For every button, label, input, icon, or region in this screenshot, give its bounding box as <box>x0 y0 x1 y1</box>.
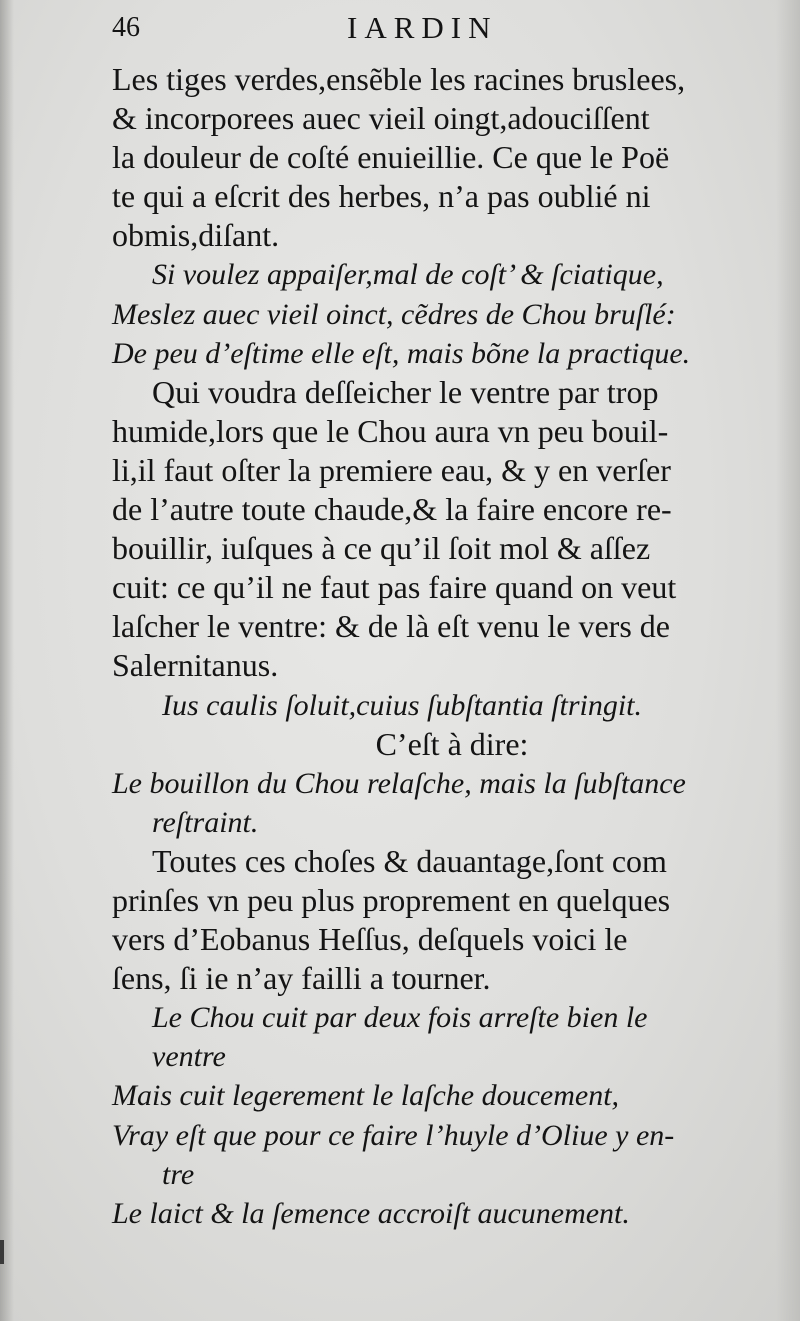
verse-line: reſtraint. <box>152 805 259 839</box>
verse-line: Mais cuit legerement le laſche doucement, <box>112 1079 620 1113</box>
paragraph-start-line: Toutes ces choſes & dauantage,ſont com <box>152 842 667 879</box>
text-line: de l’autre toute chaude,& la faire encore re- <box>112 491 672 528</box>
latin-verse-line: Ius caulis ſoluit,cuius ſubſtantia ſtringit. <box>162 688 643 722</box>
text-line: obmis,diſant. <box>112 217 280 254</box>
text-line: ſens, ſi ie n’ay failli a tourner. <box>112 960 491 997</box>
page-number: 46 <box>112 12 140 43</box>
binding-mark <box>0 1240 4 1264</box>
text-line: te qui a eſcrit des herbes, n’a pas oublié ni <box>112 178 651 215</box>
verse-line: Meslez auec vieil oinct, cẽdres de Chou bruſlé: <box>112 297 676 331</box>
text-line: Salernitanus. <box>112 647 279 684</box>
page-edge-shadow <box>776 0 800 1321</box>
text-line: cuit: ce qu’il ne faut pas faire quand on veut <box>112 569 677 606</box>
page-gutter-shadow <box>0 0 14 1321</box>
verse-line: Le bouillon du Chou relaſche, mais la ſubſtance <box>112 766 686 800</box>
verse-line: tre <box>162 1157 195 1191</box>
text-line: bouillir, iuſques à ce qu’il ſoit mol & aſſez <box>112 530 651 567</box>
page-header <box>112 10 732 56</box>
text-line: humide,lors que le Chou aura vn peu bouil- <box>112 412 669 449</box>
text-line: laſcher le ventre: & de là eſt venu le vers de <box>112 608 670 645</box>
verse-line: Le Chou cuit par deux fois arreſte bien le <box>152 1001 648 1035</box>
paragraph-start-line: Qui voudra deſſeicher le ventre par trop <box>152 373 659 410</box>
text-block <box>112 60 732 1233</box>
text-line: & incorporees auec vieil oingt,adouciſſent <box>112 100 650 137</box>
text-line: vers d’Eobanus Heſſus, deſquels voici le <box>112 921 628 958</box>
text-line: Les tiges verdes,ensẽble les racines bruslees, <box>112 61 686 97</box>
verse-line: Si voulez appaiſer,mal de coſt’ & ſciatique, <box>152 258 664 292</box>
text-line: li,il faut oſter la premiere eau, & y en verſer <box>112 451 671 488</box>
translation-heading: C’eſt à dire: <box>375 725 529 762</box>
text-line: la douleur de coſté enuieillie. Ce que le Poë <box>112 139 670 176</box>
verse-line: ventre <box>152 1040 226 1074</box>
running-title: IARDIN <box>347 10 498 45</box>
text-line: prinſes vn peu plus proprement en quelques <box>112 881 671 918</box>
verse-line: De peu d’eſtime elle eſt, mais bõne la practique. <box>112 336 691 370</box>
verse-line: Le laict & la ſemence accroiſt aucunement. <box>112 1196 630 1230</box>
verse-line: Vray eſt que pour ce faire l’huyle d’Oliue y en- <box>112 1118 675 1152</box>
